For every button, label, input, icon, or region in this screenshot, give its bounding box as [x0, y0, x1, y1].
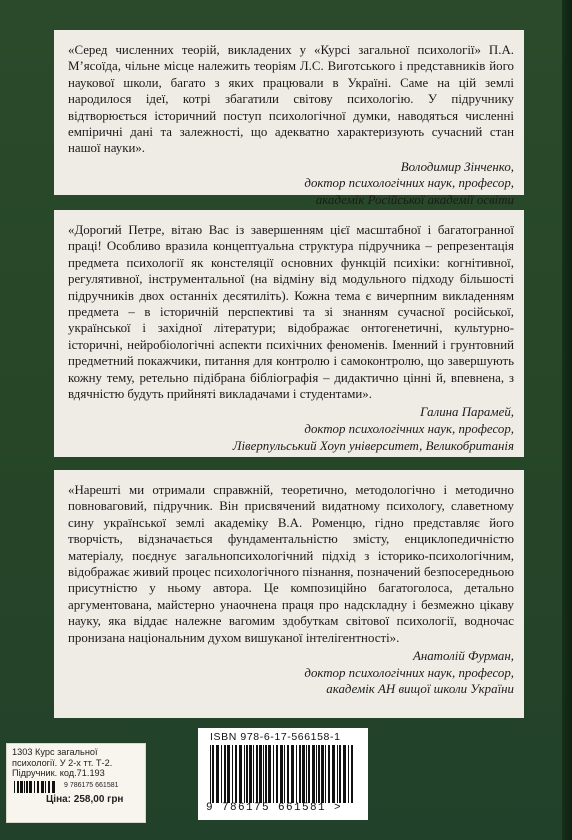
quote-author-title-3b: академік АН вищої школи України [326, 682, 514, 697]
quote-signature-2 [68, 404, 514, 454]
quote-author-title-1a: доктор психологічних наук, професор, [304, 176, 514, 191]
quote-author-title-2b: Ліверпульський Хоуп університет, Великобританія [232, 438, 514, 453]
isbn-label: ISBN 978-6-17-566158-1 [210, 731, 341, 743]
quote-text-2: «Дорогий Петре, вітаю Вас із завершенням цієї масштабної і багатогранної праці! Особливо вразила концептуальна структура підручника – репрезентація предмета психології як констеляції основних функцій психіки: когнітивної, регулятивної, інструментальної (на відміну від модульного підходу більшості підручників двох останніх десятиліть). Кожна тема є вичерпним викладенням предмета – в історичній перспективі та зі знанням сучасної російської, української і західної літератури; відображає онтогенетичні, культурно-історичні, нейробіологічні аспекти психічних феноменів. Іменний і грунтовний предметний покажчики, питання для контролю і самоконтролю, що завершують кожну тему, ретельно підібрана бібліографія – дидактично цінні й, впевнена, з вдячністю будуть прийняті викладачами і студентами». [68, 223, 514, 402]
isbn-barcode-block [198, 728, 368, 820]
sticker-line-1: 1303 Курс загальної [12, 747, 98, 757]
sticker-line-3: Підручник. код.71.193 [12, 768, 105, 779]
quote-panel-1 [54, 30, 524, 208]
quote-author-title-2a: доктор психологічних наук, професор, [304, 422, 514, 437]
sticker-mini-barcode [12, 781, 140, 793]
quote-signature-1 [68, 159, 514, 209]
cover-edge [562, 0, 572, 840]
sticker-price: Ціна: 258,00 грн [46, 793, 124, 805]
quote-panel-3 [54, 470, 524, 718]
price-sticker [6, 743, 146, 823]
isbn-digits: 9 786175 661581 > [206, 802, 343, 814]
mini-barcode-icon [12, 781, 60, 793]
sticker-mini-digits: 9 786175 661581 [64, 782, 119, 790]
quote-panel-2 [54, 210, 524, 457]
barcode-image [208, 745, 358, 803]
quote-text-3: «Нарешті ми отримали справжній, теоретично, методологічно і методично повноваговий, підручник. Він присвячений видатному психологу, славетному сину української землі академіку В.А. Роменцю, гідно представляє його творчість, відзначається фундаментальністю змісту, енциклопедичністю матеріалу, поєднує загальнопсихологічний підхід з історико-психологічним, відображає живий процес психологічного пізнання, позначений безпосередньою присутністю у ньому автора. Це композиційно багатоголоса, детально аргументована, майстерно унаочнена праця про надскладну і безмежно цікаву науку, яка віддає належне вагомим здобуткам світової психології, водночас пронизана національним духом вишуканої інтелігентності». [68, 483, 514, 645]
quote-text-1: «Серед численних теорій, викладених у «Курсі загальної психології» П.А. М’ясоїда, чільне місце належить теоріям Л.С. Виготського і представників його наукової школи, багато з яких працювали в Україні. Саме на цій землі народилося ідеї, котрі збагатили світову психологію. У підручнику відтворюється історичний поступ психологічної думки, наводяться численні емпіричні дані та залежності, що адекватно характеризують сучасний стан нашої науки». [68, 43, 514, 156]
sticker-line-2: психології. У 2-х тт. Т-2. [12, 757, 113, 768]
quote-signature-3 [68, 648, 514, 698]
quote-author-1: Володимир Зінченко, [400, 159, 514, 174]
quote-author-title-3a: доктор психологічних наук, професор, [304, 665, 514, 680]
quote-author-title-1b: академік Російської академії освіти [315, 193, 514, 208]
quote-author-2: Галина Парамей, [420, 405, 514, 420]
quote-author-3: Анатолій Фурман, [412, 649, 514, 664]
